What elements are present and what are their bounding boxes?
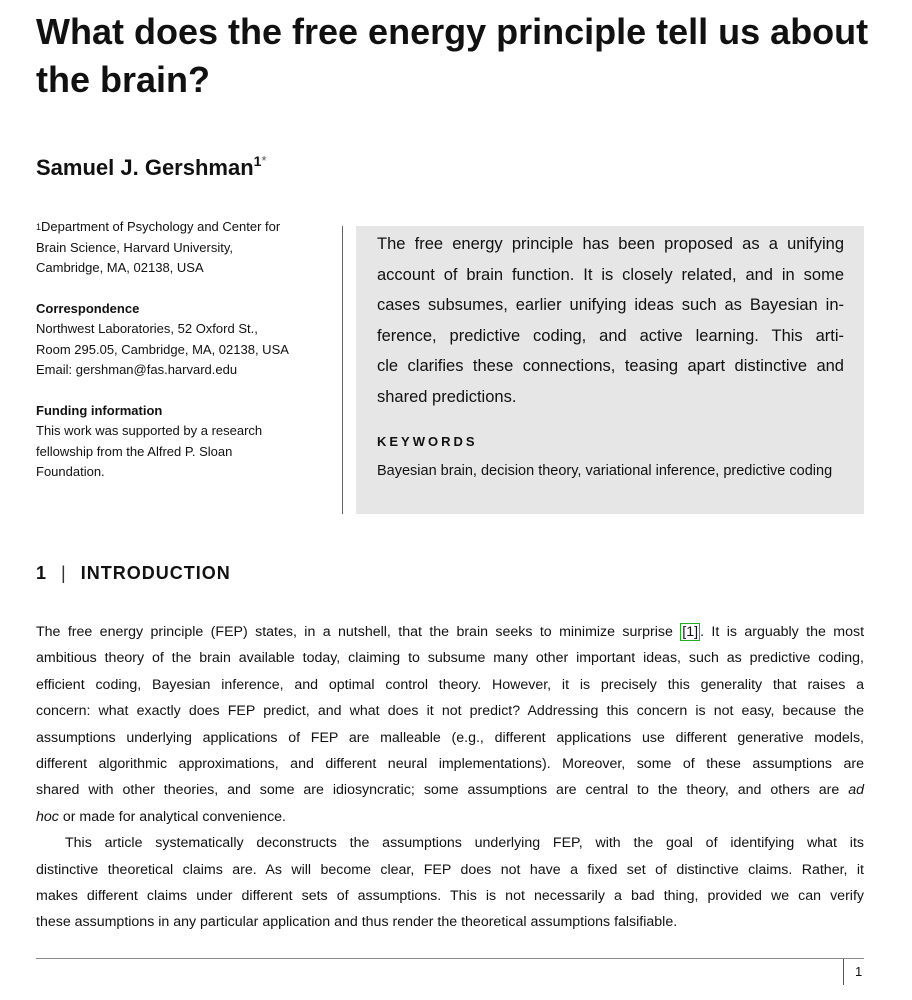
affiliation-mark: 1	[36, 222, 42, 232]
keywords: Bayesian brain, decision theory, variational inference, predictive coding	[377, 463, 833, 479]
body-line: This article systematically deconstructs the assumptions underlying FEP, with the goal of identifying what its	[65, 835, 864, 852]
text: or made for analytical convenience.	[58, 808, 286, 825]
text: shared with other theories, and some are idiosyncratic; some assumptions are central to the theory, and others are	[36, 782, 849, 799]
affiliation	[36, 217, 336, 279]
body-line	[36, 804, 864, 830]
abstract-line: ference, predictive coding, and active learning. This arti-	[377, 326, 844, 345]
abstract-box	[342, 226, 864, 514]
title-line: the brain?	[36, 59, 211, 100]
body-line: ambitious theory of the brain available today, claiming to subsume many other important ideas, such as predictive coding,	[36, 650, 864, 667]
abstract-line: cle clarifies these connections, teasing apart distinctive and	[377, 357, 844, 375]
title-line: What does the free energy principle tell us about	[36, 11, 869, 52]
text: . It is arguably the most	[700, 624, 865, 640]
funding-line: fellowship from the Alfred P. Sloan	[36, 443, 233, 459]
affiliation-mark: 1	[253, 153, 262, 169]
section-number: 1	[36, 563, 48, 583]
body-line: these assumptions in any particular application and thus render the theoretical assumptions falsifiable.	[36, 914, 678, 931]
correspondence-mark: *	[261, 153, 267, 168]
author	[36, 155, 267, 181]
funding-line: This work was supported by a research	[36, 423, 263, 438]
abstract-line: cases subsumes, earlier unifying ideas such as Bayesian in-	[377, 296, 844, 314]
correspondence-line: Northwest Laboratories, 52 Oxford St.,	[36, 321, 258, 336]
footer-rule	[36, 958, 864, 959]
body-line: concern: what exactly does FEP predict, and what does it not predict? Addressing this concern is not easy, because the	[36, 703, 864, 720]
email: Email: gershman@fas.harvard.edu	[36, 362, 238, 377]
body-line: assumptions underlying applications of FEP are malleable (e.g., different applications use different generative models,	[36, 729, 864, 746]
body-line: efficient coding, Bayesian inference, and optimal control theory. However, it is precisely this generality that raises a	[36, 676, 864, 693]
affiliation-line: Brain Science, Harvard University,	[36, 239, 233, 255]
body-line: makes different claims under different sets of assumptions. This is not necessarily a bad thing, provided we can verify	[36, 888, 864, 905]
funding-heading: Funding information	[36, 402, 163, 418]
correspondence-heading: Correspondence	[36, 300, 140, 316]
body-line: different algorithmic approximations, and different neural implementations). Moreover, some of these assumptions are	[36, 756, 864, 773]
section-heading	[36, 563, 231, 584]
abstract-line: shared predictions.	[377, 387, 517, 406]
abstract-text	[377, 229, 844, 412]
funding	[36, 401, 336, 483]
paper-title	[36, 8, 868, 104]
funding-line: Foundation.	[36, 464, 105, 479]
body-line: distinctive theoretical claims are. As will become clear, FEP does not have a fixed set of distinctive claims. Rather, it	[36, 861, 864, 878]
body-line	[36, 777, 864, 803]
italic-text: ad	[848, 782, 864, 799]
body-text	[36, 619, 864, 936]
page-number-separator	[843, 959, 844, 985]
italic-text: hoc	[36, 808, 59, 825]
affiliation-line: Cambridge, MA, 02138, USA	[36, 260, 204, 275]
section-separator: |	[61, 563, 67, 583]
affiliation-line: Department of Psychology and Center for	[41, 219, 281, 234]
correspondence-line: Room 295.05, Cambridge, MA, 02138, USA	[36, 341, 289, 357]
text: The free energy principle (FEP) states, in a nutshell, that the brain seeks to minimize surprise	[36, 624, 681, 640]
section-title: INTRODUCTION	[80, 563, 231, 583]
page-number: 1	[855, 964, 863, 979]
keywords-heading: KEYWORDS	[377, 434, 478, 449]
abstract-line: The free energy principle has been proposed as a unifying	[377, 235, 844, 253]
sidebar-info	[36, 217, 336, 503]
author-name: Samuel J. Gershman	[36, 155, 254, 180]
citation-link[interactable]: [1]	[682, 624, 699, 640]
correspondence	[36, 299, 336, 381]
body-line	[36, 619, 864, 645]
abstract-line: account of brain function. It is closely related, and in some	[377, 265, 844, 284]
